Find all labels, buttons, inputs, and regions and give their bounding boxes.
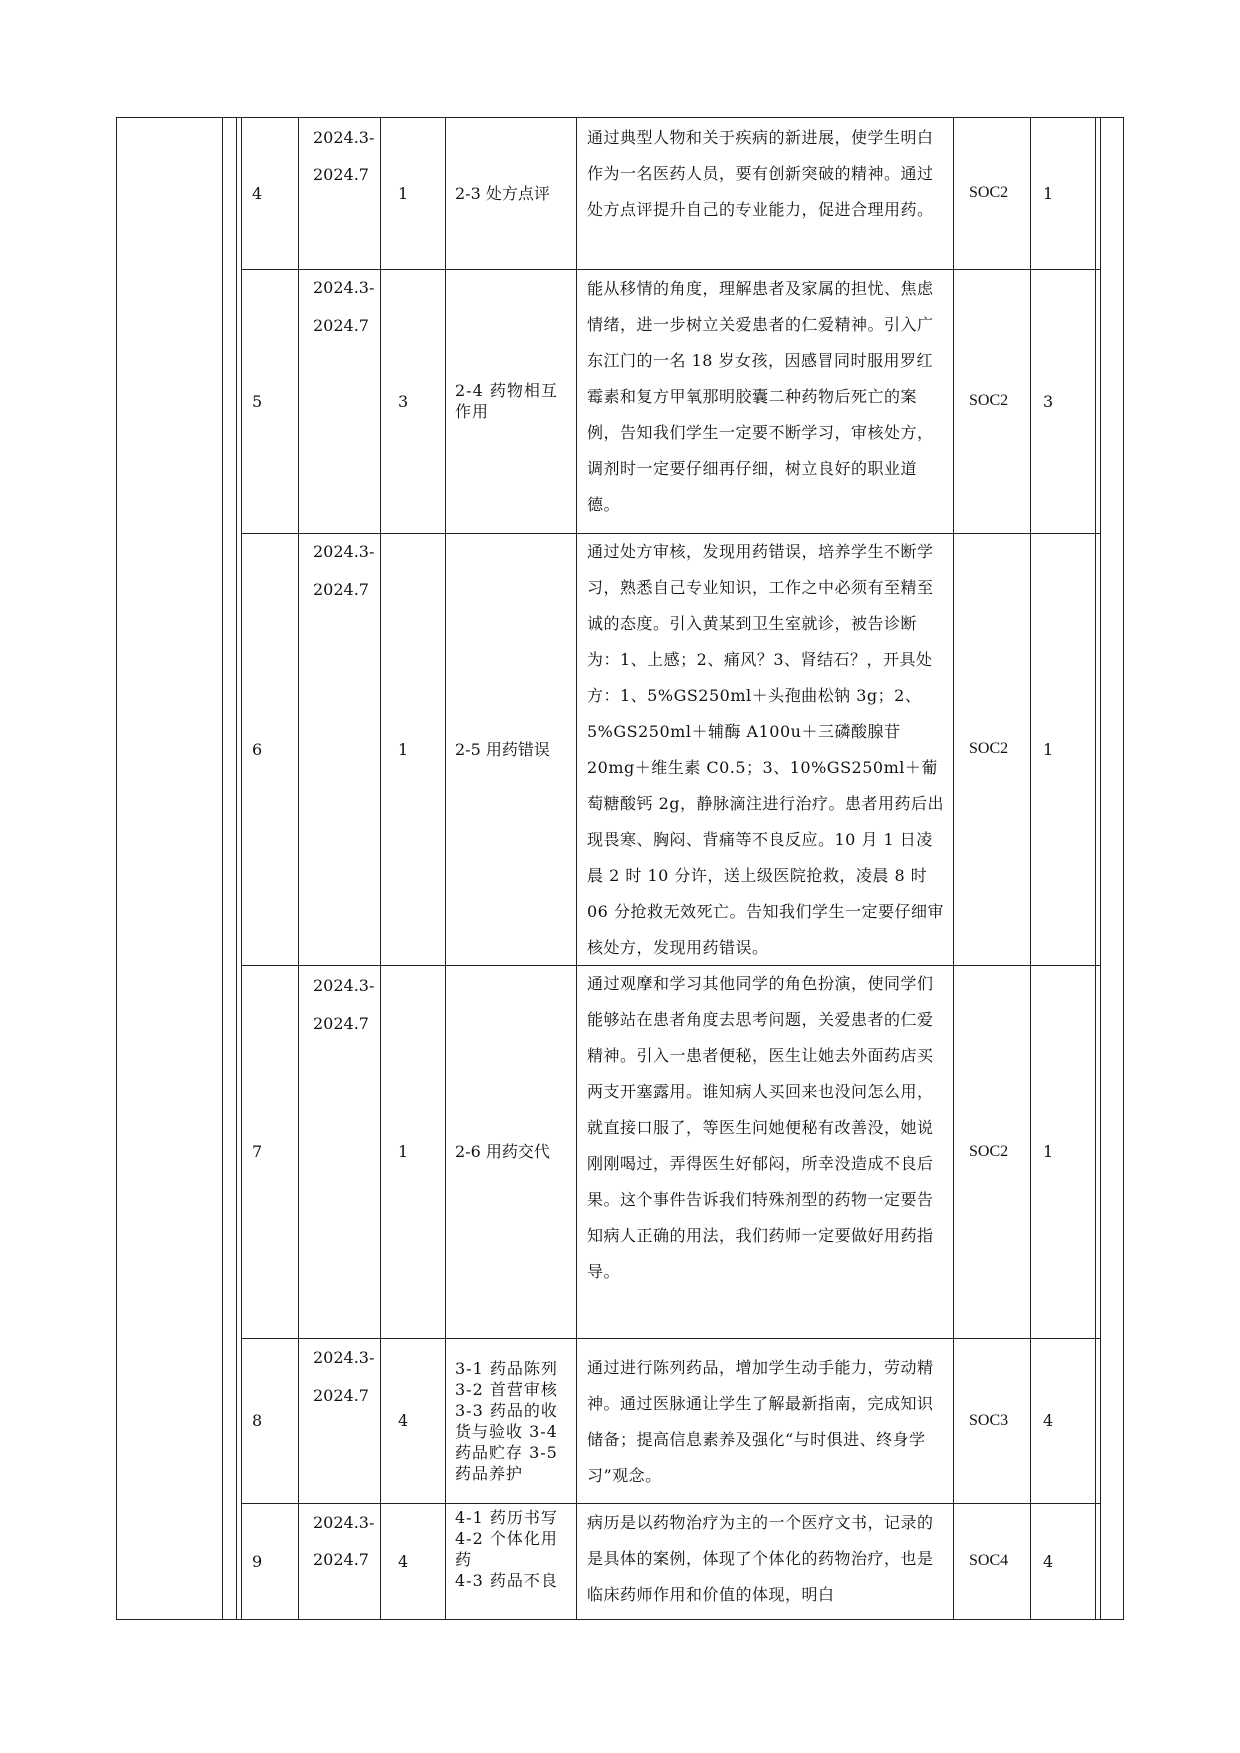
soc: SOC2 bbox=[969, 392, 1009, 409]
row-number: 9 bbox=[252, 1551, 263, 1571]
col-line bbox=[1100, 117, 1101, 1620]
weight: 1 bbox=[1043, 1142, 1054, 1161]
weight: 4 bbox=[1043, 1411, 1054, 1430]
col-line bbox=[380, 117, 381, 1620]
col-line bbox=[1095, 117, 1096, 1620]
row-number: 4 bbox=[252, 183, 263, 203]
col-line bbox=[236, 117, 237, 1620]
date-end: 2024.7 bbox=[313, 165, 369, 184]
date-end: 2024.7 bbox=[313, 1386, 369, 1405]
content: 通过典型人物和关于疾病的新进展，使学生明白作为一名医药人员，要有创新突破的精神。通过处方点评提升自己的专业能力，促进合理用药。 bbox=[587, 128, 934, 219]
content: 通过处方审核，发现用药错误，培养学生不断学习，熟悉自己专业知识，工作之中必须有至精至诚的态度。引入黄某到卫生室就诊，被告诊断为：1、上感；2、痛风？3、肾结石？，开具处方：1、5%GS250ml＋头孢曲松钠 3g；2、5%GS250ml＋辅酶 A100u＋三磷酸腺苷 20mg＋维生素 C0.5；3、10%GS250ml＋葡萄糖酸钙 2g，静脉滴注进行治疗。患者用药后出现畏寒、胸闷、背痛等不良反应。10 月 1 日凌晨 2 时 10 分许，送上级医院抢救，凌晨 8 时 06 分抢救无效死亡。告知我们学生一定要仔细审核处方，发现用药错误。 bbox=[587, 542, 945, 957]
hours: 4 bbox=[398, 1551, 409, 1571]
weight: 4 bbox=[1043, 1551, 1054, 1571]
weight: 1 bbox=[1043, 183, 1054, 203]
weight: 1 bbox=[1043, 739, 1054, 759]
soc: SOC2 bbox=[969, 184, 1009, 201]
soc: SOC3 bbox=[969, 1411, 1009, 1429]
date-start: 2024.3- bbox=[313, 542, 375, 561]
date-end: 2024.7 bbox=[313, 316, 369, 335]
content: 通过进行陈列药品，增加学生动手能力，劳动精神。通过医脉通让学生了解最新指南，完成知识储备；提高信息素养及强化“与时俱进、终身学习”观念。 bbox=[587, 1358, 934, 1485]
row-number: 7 bbox=[252, 1142, 263, 1161]
date-start: 2024.3- bbox=[313, 1513, 375, 1532]
hours: 1 bbox=[398, 1142, 409, 1161]
hours: 1 bbox=[398, 183, 409, 203]
weight: 3 bbox=[1043, 391, 1054, 411]
topic: 3-1 药品陈列 3-2 首营审核 3-3 药品的收货与验收 3-4 药品贮存 3-5 药品养护 bbox=[455, 1358, 558, 1483]
date-end: 2024.7 bbox=[313, 1550, 369, 1569]
col-line bbox=[1123, 117, 1124, 1620]
col-line bbox=[1030, 117, 1031, 1620]
date-start: 2024.3- bbox=[313, 128, 375, 147]
col-line bbox=[116, 117, 117, 1620]
table-bottom-border bbox=[116, 1619, 1124, 1620]
soc: SOC2 bbox=[969, 1142, 1009, 1160]
date-start: 2024.3- bbox=[313, 278, 375, 297]
topic: 2-6 用药交代 bbox=[455, 1142, 550, 1161]
col-line bbox=[445, 117, 446, 1620]
content: 通过观摩和学习其他同学的角色扮演，使同学们能够站在患者角度去思考问题，关爱患者的仁爱精神。引入一患者便秘，医生让她去外面药店买两支开塞露用。谁知病人买回来也没问怎么用，就直接口服了，等医生问她便秘有改善没，她说刚刚喝过，弄得医生好郁闷，所幸没造成不良后果。这个事件告诉我们特殊剂型的药物一定要告知病人正确的用法，我们药师一定要做好用药指导。 bbox=[587, 974, 934, 1281]
soc: SOC2 bbox=[969, 740, 1009, 757]
date-start: 2024.3- bbox=[313, 1348, 375, 1367]
col-line bbox=[241, 117, 242, 1620]
col-line bbox=[576, 117, 577, 1620]
col-line bbox=[298, 117, 299, 1620]
topic: 4-1 药历书写 4-2 个体化用药 4-3 药品不良 bbox=[455, 1508, 558, 1590]
topic: 2-3 处方点评 bbox=[455, 183, 550, 203]
content: 病历是以药物治疗为主的一个医疗文书，记录的是具体的案例，体现了个体化的药物治疗，也是临床药师作用和价值的体现，明白 bbox=[587, 1513, 934, 1604]
date-end: 2024.7 bbox=[313, 1014, 369, 1033]
col-line bbox=[222, 117, 223, 1620]
hours: 1 bbox=[398, 739, 409, 759]
content: 能从移情的角度，理解患者及家属的担忧、焦虑情绪，进一步树立关爱患者的仁爱精神。引入广东江门的一名 18 岁女孩，因感冒同时服用罗红霉素和复方甲氧那明胶囊二种药物后死亡的案例，告知我们学生一定要不断学习，审核处方，调剂时一定要仔细再仔细，树立良好的职业道德。 bbox=[587, 279, 934, 514]
row-number: 5 bbox=[252, 391, 263, 411]
date-end: 2024.7 bbox=[313, 580, 369, 599]
date-start: 2024.3- bbox=[313, 976, 375, 995]
topic: 2-5 用药错误 bbox=[455, 739, 550, 759]
hours: 4 bbox=[398, 1411, 409, 1430]
row-number: 6 bbox=[252, 739, 263, 759]
col-line bbox=[953, 117, 954, 1620]
row-number: 8 bbox=[252, 1411, 263, 1430]
hours: 3 bbox=[398, 391, 409, 411]
topic: 2-4 药物相互作用 bbox=[455, 381, 558, 421]
soc: SOC4 bbox=[969, 1552, 1009, 1569]
